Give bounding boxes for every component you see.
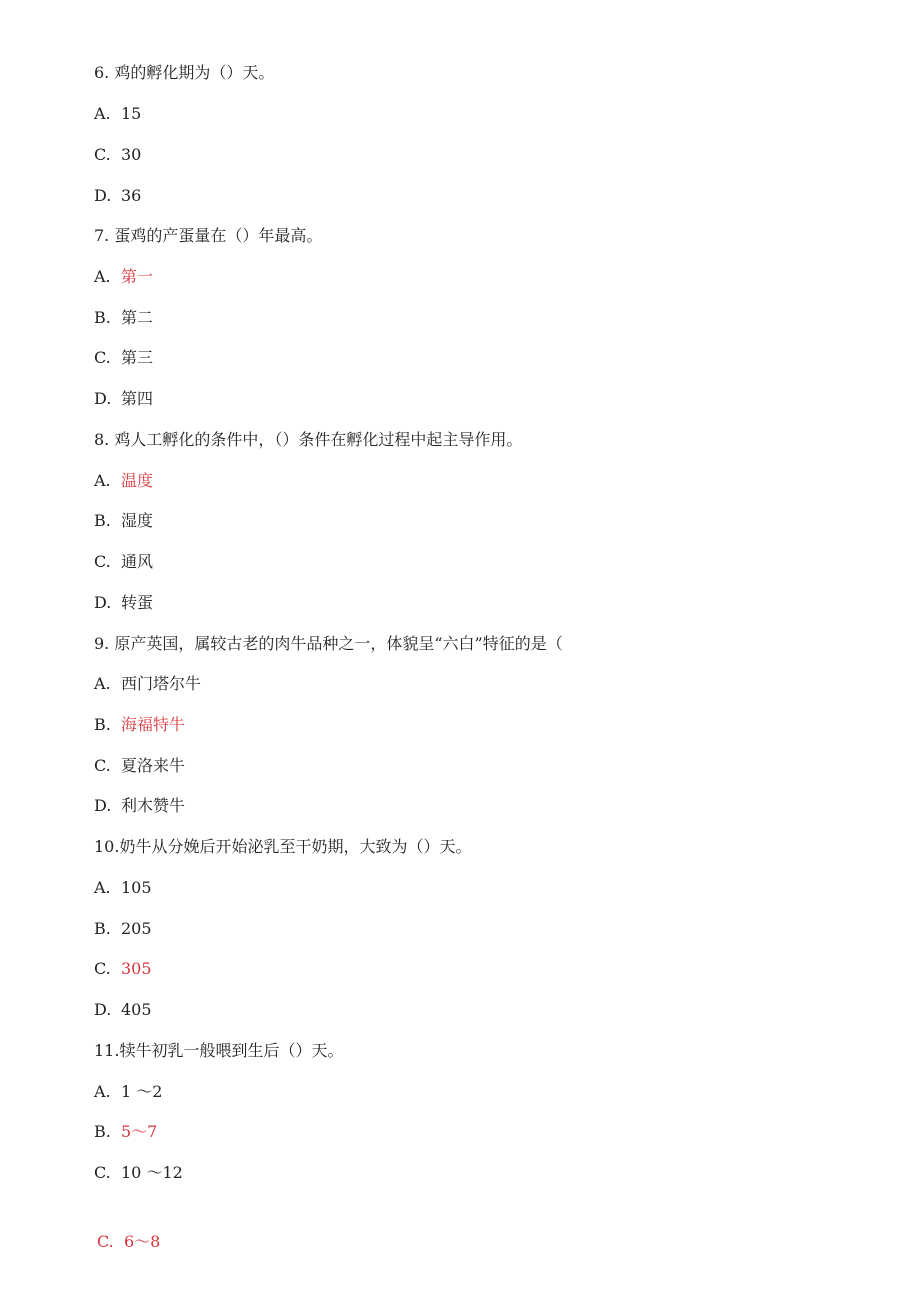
option-text: 15 (121, 104, 142, 123)
option-label: C. (94, 552, 111, 571)
option-label: C. (94, 145, 111, 164)
question-stem: 7. 蛋鸡的产蛋量在（）年最高。 (94, 226, 323, 245)
option-label: C. (94, 1163, 111, 1182)
option-text: 第三 (121, 348, 154, 367)
option-label: D. (94, 1000, 112, 1019)
option-item (94, 1082, 162, 1102)
option-label: D. (94, 593, 112, 612)
question-stem: 8. 鸡人工孵化的条件中，（）条件在孵化过程中起主导作用。 (94, 430, 523, 449)
option-item (94, 267, 153, 287)
option-item (94, 552, 153, 572)
option-item (94, 959, 152, 979)
option-label: C. (94, 959, 111, 978)
option-item (94, 756, 185, 776)
option-text: 30 (121, 145, 142, 164)
option-item (94, 919, 152, 939)
option-item (94, 308, 153, 328)
option-item (94, 878, 152, 898)
option-text: 利木赞牛 (121, 796, 186, 815)
option-item (94, 348, 153, 368)
option-item (94, 593, 153, 613)
option-label: A. (94, 471, 111, 490)
option-label: A. (94, 104, 111, 123)
option-text: 转蛋 (121, 593, 154, 612)
option-text: 405 (121, 1000, 152, 1019)
answer-option-text: 温度 (121, 471, 154, 490)
option-label: B. (94, 1122, 111, 1141)
question-stem: 9. 原产英国，属较古老的肉牛品种之一，体貌呈“六白”特征的是（ (94, 634, 563, 653)
option-item (94, 674, 201, 694)
option-label: C. (97, 1232, 114, 1251)
option-item (94, 471, 153, 491)
option-text: 夏洛来牛 (121, 756, 186, 775)
option-item (94, 715, 185, 735)
footer-answer-option (97, 1232, 160, 1252)
answer-option-text: 海福特牛 (121, 715, 186, 734)
option-label: D. (94, 796, 112, 815)
option-label: A. (94, 267, 111, 286)
answer-option-text: 5～7 (121, 1122, 158, 1141)
option-label: B. (94, 511, 111, 530)
option-item (94, 511, 153, 531)
question-stem: 10.奶牛从分娩后开始泌乳至干奶期，大致为（）天。 (94, 837, 472, 856)
option-label: A. (94, 878, 111, 897)
option-text: 36 (121, 186, 142, 205)
option-text: 205 (121, 919, 152, 938)
option-text: 1 ～2 (121, 1082, 163, 1101)
option-item (94, 104, 141, 124)
option-item (94, 186, 141, 206)
option-item (94, 1122, 157, 1142)
option-label: B. (94, 308, 111, 327)
option-label: B. (94, 715, 111, 734)
option-text: 湿度 (121, 511, 154, 530)
option-label: D. (94, 186, 112, 205)
option-item (94, 1163, 183, 1183)
option-text: 西门塔尔牛 (121, 674, 202, 693)
answer-option-text: 第一 (121, 267, 154, 286)
option-text: 10 ～12 (121, 1163, 183, 1182)
option-text: 105 (121, 878, 152, 897)
option-label: A. (94, 674, 111, 693)
question-stem: 6. 鸡的孵化期为（）天。 (94, 63, 275, 82)
answer-option-text: 6～8 (124, 1232, 161, 1251)
option-label: C. (94, 756, 111, 775)
option-item (94, 1000, 152, 1020)
option-label: B. (94, 919, 111, 938)
question-stem: 11.犊牛初乳一般喂到生后（）天。 (94, 1041, 344, 1060)
option-text: 通风 (121, 552, 154, 571)
option-item (94, 145, 141, 165)
option-text: 第四 (121, 389, 154, 408)
option-label: A. (94, 1082, 111, 1101)
answer-option-text: 305 (121, 959, 152, 978)
option-text: 第二 (121, 308, 154, 327)
option-label: C. (94, 348, 111, 367)
option-item (94, 796, 185, 816)
option-label: D. (94, 389, 112, 408)
option-item (94, 389, 153, 409)
